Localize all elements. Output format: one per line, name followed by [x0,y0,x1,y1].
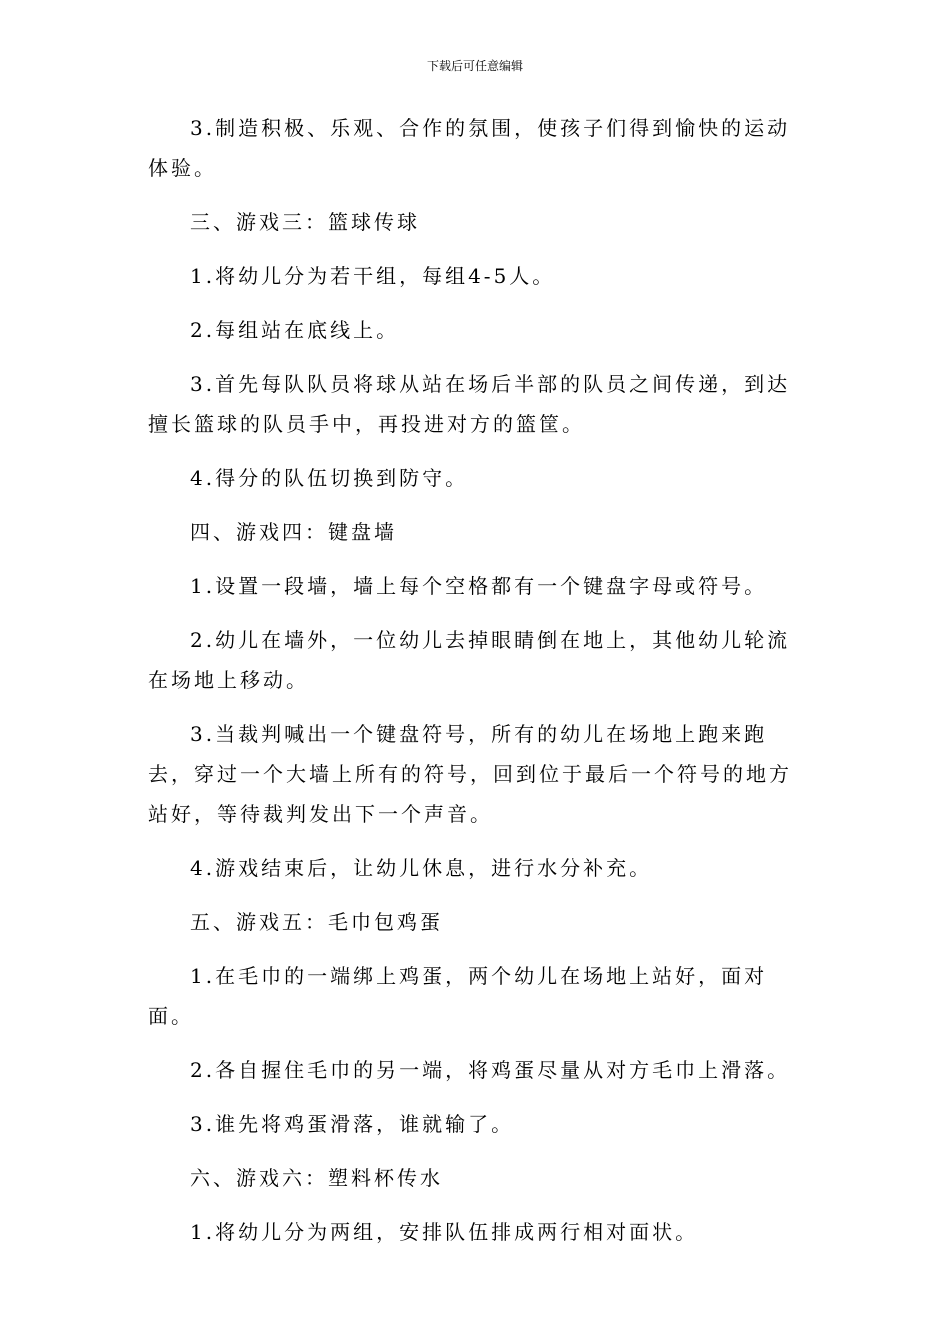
page-header: 下载后可任意编辑 [426,59,523,73]
paragraph: 1.将幼儿分为两组，安排队伍排成两行相对面状。 [190,1220,699,1244]
paragraph: 3.当裁判喊出一个键盘符号，所有的幼儿在场地上跑来跑去，穿过一个大墙上所有的符号，回到位于最后一个符号的地方站好，等待裁判发出下一个声音。 [148,722,792,826]
paragraph: 1.将幼儿分为若干组，每组4-5人。 [190,264,556,288]
section-heading: 三、游戏三：篮球传球 [190,210,420,234]
paragraph: 1.设置一段墙，墙上每个空格都有一个键盘字母或符号。 [190,574,768,598]
paragraph: 2.幼儿在墙外，一位幼儿去掉眼睛倒在地上，其他幼儿轮流在场地上移动。 [148,628,791,692]
section-heading: 四、游戏四：键盘墙 [190,520,397,544]
section-heading: 六、游戏六：塑料杯传水 [190,1166,443,1190]
paragraph: 2.每组站在底线上。 [190,318,400,342]
paragraph: 4.游戏结束后，让幼儿休息，进行水分补充。 [190,856,653,880]
paragraph: 3.制造积极、乐观、合作的氛围，使孩子们得到愉快的运动体验。 [148,116,791,180]
document-body [148,108,798,1266]
paragraph: 3.首先每队队员将球从站在场后半部的队员之间传递，到达擅长篮球的队员手中，再投进对方的篮筐。 [148,372,791,436]
paragraph: 3.谁先将鸡蛋滑落，谁就输了。 [190,1112,515,1136]
paragraph: 1.在毛巾的一端绑上鸡蛋，两个幼儿在场地上站好，面对面。 [148,964,768,1028]
paragraph: 2.各自握住毛巾的另一端，将鸡蛋尽量从对方毛巾上滑落。 [190,1058,791,1082]
paragraph: 4.得分的队伍切换到防守。 [190,466,469,490]
section-heading: 五、游戏五：毛巾包鸡蛋 [190,910,443,934]
